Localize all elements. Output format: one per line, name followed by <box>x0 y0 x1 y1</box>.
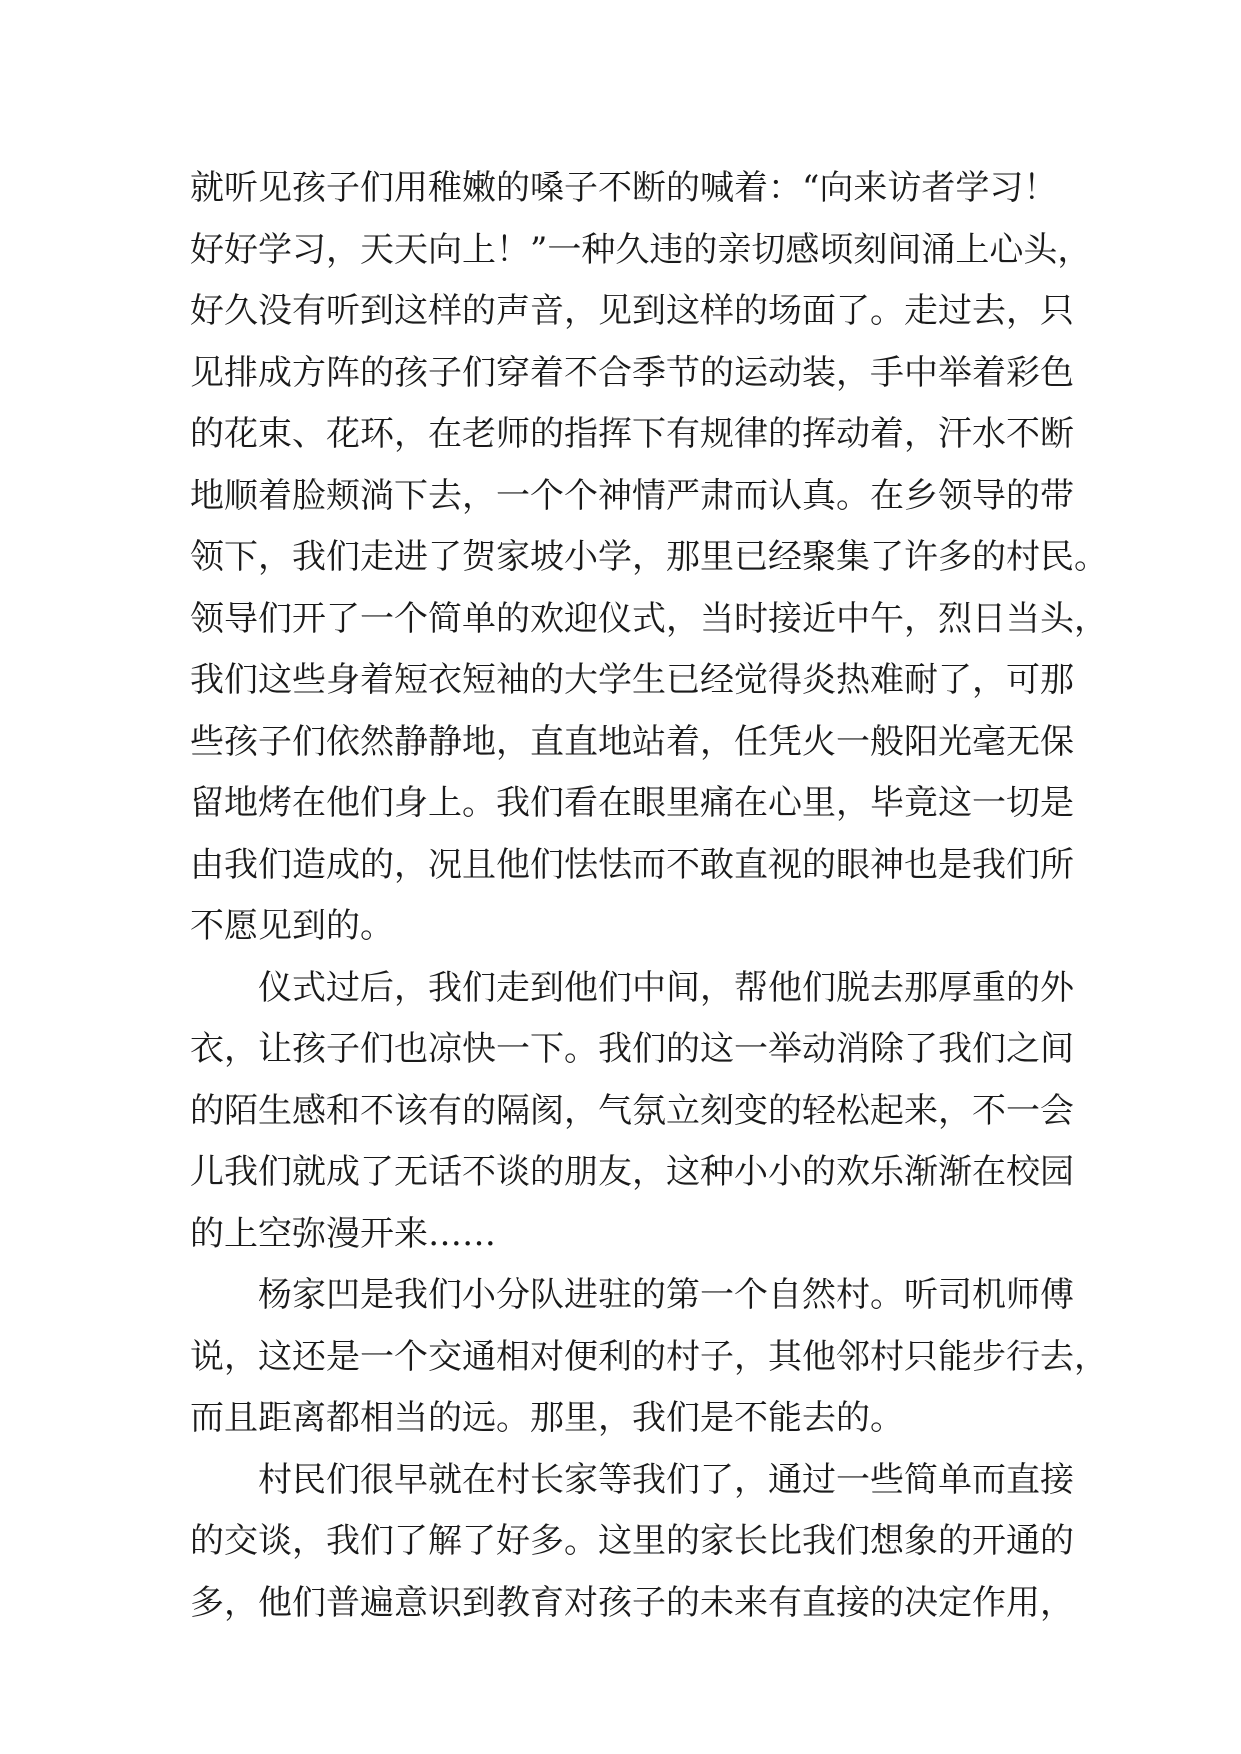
text-line: 说，这还是一个交通相对便利的村子，其他邻村只能步行去， <box>190 1336 1108 1377</box>
paragraph-start-line: 杨家凹是我们小分队进驻的第一个自然村。听司机师傅 <box>258 1275 1074 1315</box>
text-line: 儿我们就成了无话不谈的朋友，这种小小的欢乐渐渐在校园 <box>190 1152 1074 1192</box>
text-line: 好久没有听到这样的声音，见到这样的场面了。走过去，只 <box>190 291 1074 331</box>
text-line: 些孩子们依然静静地，直直地站着，任凭火一般阳光毫无保 <box>190 721 1074 762</box>
text-line: 地顺着脸颊淌下去，一个个神情严肃而认真。在乡领导的带 <box>190 475 1074 516</box>
paragraph-start-line: 仪式过后，我们走到他们中间，帮他们脱去那厚重的外 <box>258 967 1074 1008</box>
text-line: 的上空弥漫开来…… <box>190 1213 496 1254</box>
text-line: 由我们造成的，况且他们怯怯而不敢直视的眼神也是我们所 <box>190 844 1074 885</box>
text-line: 就听见孩子们用稚嫩的嗓子不断的喊着：“向来访者学习！ <box>190 168 1058 208</box>
text-line: 多，他们普遍意识到教育对孩子的未来有直接的决定作用， <box>190 1582 1074 1623</box>
text-line: 的交谈，我们了解了好多。这里的家长比我们想象的开通的 <box>190 1521 1074 1561</box>
paragraph-start-line: 村民们很早就在村长家等我们了，通过一些简单而直接 <box>258 1459 1074 1500</box>
text-line: 留地烤在他们身上。我们看在眼里痛在心里，毕竟这一切是 <box>190 783 1074 823</box>
text-line: 的陌生感和不该有的隔阂，气氛立刻变的轻松起来，不一会 <box>190 1090 1074 1131</box>
text-line: 见排成方阵的孩子们穿着不合季节的运动装，手中举着彩色 <box>190 352 1074 393</box>
text-line: 好好学习，天天向上！”一种久违的亲切感顷刻间涌上心头， <box>190 229 1092 270</box>
text-line: 的花束、花环，在老师的指挥下有规律的挥动着，汗水不断 <box>190 414 1074 454</box>
text-line: 衣，让孩子们也凉快一下。我们的这一举动消除了我们之间 <box>190 1029 1074 1069</box>
text-line: 领导们开了一个简单的欢迎仪式，当时接近中午，烈日当头， <box>190 598 1108 639</box>
text-line: 我们这些身着短衣短袖的大学生已经觉得炎热难耐了，可那 <box>190 660 1074 700</box>
text-line: 而且距离都相当的远。那里，我们是不能去的。 <box>190 1398 904 1438</box>
text-line: 不愿见到的。 <box>190 906 394 946</box>
body-text <box>190 158 1108 1634</box>
text-line: 领下，我们走进了贺家坡小学，那里已经聚集了许多的村民。 <box>190 537 1108 577</box>
